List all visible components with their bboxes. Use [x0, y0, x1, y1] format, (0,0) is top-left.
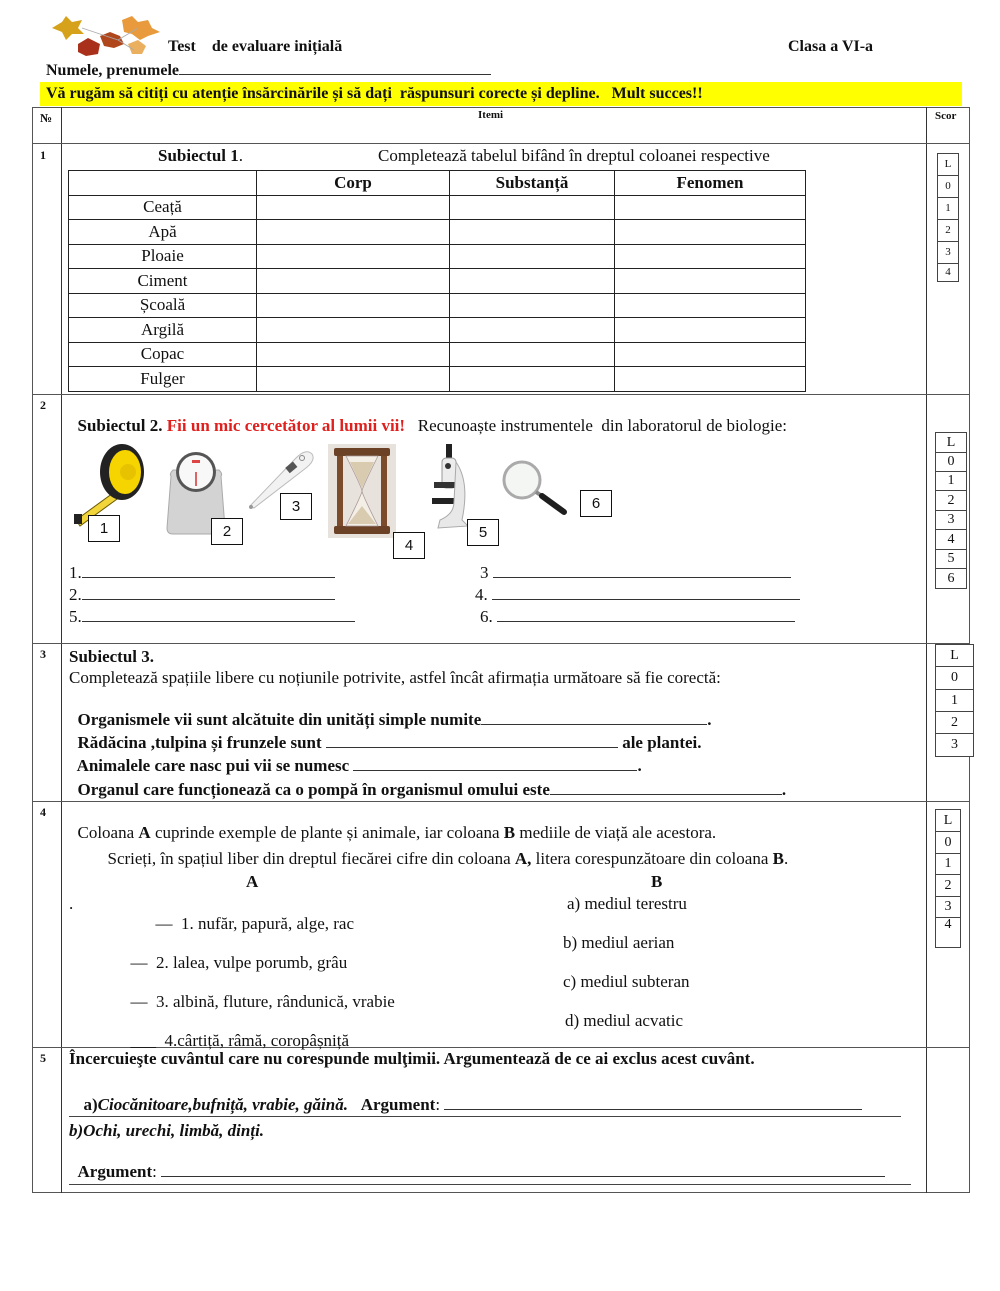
- score-option[interactable]: 1: [936, 690, 973, 712]
- test-title: Test de evaluare inițială: [168, 38, 343, 55]
- table-row: Școală: [69, 293, 806, 318]
- checkbox-cell[interactable]: [450, 318, 615, 343]
- fill-blank[interactable]: [550, 781, 782, 795]
- checkbox-cell[interactable]: [615, 195, 806, 220]
- header-score: Scor: [935, 110, 957, 122]
- score-box-3: [935, 644, 974, 757]
- word-set-a[interactable]: Ciocănitoare,bufniță, vrabie, găină.: [97, 1095, 348, 1114]
- checkbox-cell[interactable]: [450, 367, 615, 392]
- score-option[interactable]: 4: [936, 530, 966, 550]
- item-number: 2: [40, 398, 46, 412]
- class-label: Clasa a VI-a: [788, 38, 874, 55]
- subject5-instruction: Încercuieşte cuvântul care nu corespunde mulţimii. Argumentează de ce ai exclus acest cuvânt.: [69, 1049, 755, 1068]
- item-number: 5: [40, 1051, 46, 1065]
- table-row: Ceață: [69, 195, 806, 220]
- hourglass-icon: [328, 444, 396, 538]
- subject2-heading: Subiectul 2. Fii un mic cercetător al lumii vii! Recunoaște instrumentele din laboratorul de biologie:: [77, 416, 787, 435]
- answer-line-3[interactable]: 3: [480, 563, 791, 583]
- score-option[interactable]: 6: [947, 570, 955, 586]
- score-option[interactable]: 2: [938, 220, 958, 242]
- checkbox-cell[interactable]: [257, 318, 450, 343]
- checkbox-cell[interactable]: [450, 244, 615, 269]
- checkbox-cell[interactable]: [257, 220, 450, 245]
- sentence-1: Organismele vii sunt alcătuite din unități simple numite .: [77, 710, 712, 729]
- argument-b-line-2[interactable]: [69, 1184, 911, 1185]
- header-num: №: [40, 111, 53, 125]
- score-option[interactable]: L: [936, 810, 960, 832]
- col-divider-num: [61, 107, 62, 1193]
- column-a-title: A: [246, 872, 259, 891]
- subject3-title: Subiectul 3.: [69, 647, 155, 666]
- score-option[interactable]: 2: [936, 712, 973, 734]
- score-box-2: [935, 432, 967, 589]
- checkbox-cell[interactable]: [257, 293, 450, 318]
- row-divider: [32, 143, 970, 144]
- answer-line-4[interactable]: 4.: [475, 585, 800, 605]
- subject2-highlight: Fii un mic cercetător al lumii vii!: [166, 416, 406, 435]
- score-option[interactable]: 3: [938, 242, 958, 264]
- checkbox-cell[interactable]: [450, 195, 615, 220]
- subject5-a: a)Ciocănitoare,bufniță, vrabie, găină. Argument:: [75, 1075, 862, 1115]
- column-a-item-3: — 3. albină, fluture, rândunică, vrabie: [130, 992, 395, 1011]
- checkbox-cell[interactable]: [615, 318, 806, 343]
- score-option[interactable]: 0: [936, 453, 966, 472]
- image-label-2: 2: [211, 518, 243, 545]
- checkbox-cell[interactable]: [257, 342, 450, 367]
- subject5-b: [69, 1121, 264, 1141]
- subject4-line1: Coloana A cuprinde exemple de plante și animale, iar coloana B mediile de viață ale acestora.: [77, 823, 717, 842]
- table-row: Fulger: [69, 367, 806, 392]
- image-label-6: 6: [580, 490, 612, 517]
- answer-dash[interactable]: —: [155, 914, 173, 933]
- score-option[interactable]: 2: [936, 491, 966, 511]
- score-option[interactable]: 3: [951, 737, 958, 752]
- score-option[interactable]: 0: [938, 176, 958, 198]
- header-items: Itemi: [478, 109, 504, 121]
- sentence-3: Animalele care nasc pui vii se numesc .: [76, 756, 642, 775]
- checkbox-cell[interactable]: [615, 293, 806, 318]
- score-option[interactable]: 1: [938, 198, 958, 220]
- microscope-icon: [432, 442, 472, 532]
- argument-a-field[interactable]: [444, 1096, 862, 1110]
- checkbox-cell[interactable]: [257, 269, 450, 294]
- classification-table: [68, 170, 806, 392]
- column-a-item-2: — 2. lalea, vulpe porumb, grâu: [130, 953, 348, 972]
- autumn-leaves-icon: [48, 14, 168, 56]
- image-label-5: 5: [467, 519, 499, 546]
- score-option[interactable]: 3: [936, 511, 966, 530]
- row-divider: [32, 643, 970, 644]
- table-header-fenomen: Fenomen: [615, 171, 806, 196]
- score-option[interactable]: 0: [936, 667, 973, 690]
- table-row: Ploaie: [69, 244, 806, 269]
- table-header-substanta: Substanță: [450, 171, 615, 196]
- score-option[interactable]: 4: [944, 917, 952, 932]
- argument-a-line-2[interactable]: [69, 1116, 901, 1117]
- column-b-item: d) mediul acvatic: [565, 1011, 684, 1030]
- item-number: 1: [40, 148, 46, 162]
- answer-line-5[interactable]: 5.: [69, 607, 355, 627]
- checkbox-cell[interactable]: [615, 367, 806, 392]
- score-option[interactable]: 0: [936, 832, 960, 854]
- table-row: Apă: [69, 220, 806, 245]
- score-option[interactable]: L: [936, 645, 973, 667]
- checkbox-cell[interactable]: [615, 220, 806, 245]
- answer-line-1[interactable]: 1.: [69, 563, 335, 583]
- checkbox-cell[interactable]: [257, 195, 450, 220]
- answer-dash[interactable]: ___: [130, 1031, 156, 1050]
- score-option[interactable]: 1: [936, 854, 960, 875]
- checkbox-cell[interactable]: [257, 244, 450, 269]
- subject1-instruction: Completează tabelul bifând în dreptul coloanei respective: [378, 146, 770, 165]
- table-row: Ciment: [69, 269, 806, 294]
- column-b-title: B: [651, 872, 663, 891]
- table-header-corp: Corp: [257, 171, 450, 196]
- score-box-4: [935, 809, 961, 948]
- subject1-title: Subiectul 1.: [158, 146, 244, 165]
- item-number: 3: [40, 647, 46, 661]
- checkbox-cell[interactable]: [450, 293, 615, 318]
- sentence-4: Organul care funcționează ca o pompă în organismul omului este .: [77, 780, 787, 799]
- name-label: Numele, prenumele: [46, 62, 180, 79]
- magnifying-glass-icon: [500, 458, 580, 520]
- image-label-1: 1: [88, 515, 120, 542]
- subject4-line2: Scrieți, în spațiul liber din dreptul fiecărei cifre din coloana A, litera corespunzătoare din coloana B.: [107, 849, 789, 868]
- answer-line-6[interactable]: 6.: [480, 607, 795, 627]
- item-number: 4: [40, 805, 46, 819]
- col-divider-score: [926, 107, 927, 1193]
- column-a-item-4: ___ 4.cârtiță, râmă, coropâșniță: [130, 1031, 350, 1050]
- column-b-item: b) mediul aerian: [563, 933, 675, 952]
- image-label-4: 4: [393, 532, 425, 559]
- checkbox-cell[interactable]: [615, 342, 806, 367]
- checkbox-cell[interactable]: [450, 220, 615, 245]
- score-option[interactable]: 3: [936, 897, 960, 918]
- answer-dash[interactable]: —: [130, 992, 148, 1011]
- score-box-1: [937, 153, 959, 282]
- argument-b-field[interactable]: [161, 1163, 885, 1177]
- table-row: Argilă: [69, 318, 806, 343]
- score-option[interactable]: 1: [936, 472, 966, 491]
- score-option[interactable]: 2: [936, 875, 960, 897]
- column-b-item: a) mediul terestru: [567, 894, 687, 913]
- instructions-banner: Vă rugăm să citiți cu atenție însărcinările și să dați răspunsuri corecte și depline. Mult succes!!: [40, 82, 962, 106]
- subject3-instruction: Completează spațiile libere cu noțiunile potrivite, astfel încât afirmația următoare să fie corectă:: [69, 668, 721, 687]
- checkbox-cell[interactable]: [615, 244, 806, 269]
- image-label-3: 3: [280, 493, 312, 520]
- row-divider: [32, 801, 970, 802]
- table-header-empty: [69, 171, 257, 196]
- sentence-2: Rădăcina ,tulpina și frunzele sunt ale plantei.: [77, 733, 702, 752]
- subject1-title-text: Subiectul 1: [158, 146, 239, 165]
- score-option[interactable]: L: [938, 154, 958, 176]
- checkbox-cell[interactable]: [450, 342, 615, 367]
- word-set-b[interactable]: b)Ochi, urechi, limbă, dinți.: [69, 1121, 265, 1140]
- checkbox-cell[interactable]: [450, 269, 615, 294]
- column-a-item-1: .: [69, 894, 74, 913]
- checkbox-cell[interactable]: [257, 367, 450, 392]
- score-option[interactable]: 4: [945, 266, 951, 278]
- column-a-item-1-text: — 1. nufăr, papură, alge, rac: [155, 914, 355, 933]
- student-name-field[interactable]: [46, 61, 491, 80]
- row-divider: [32, 394, 970, 395]
- score-option[interactable]: L: [936, 433, 966, 453]
- column-b-item: c) mediul subteran: [563, 972, 690, 991]
- answer-line-2[interactable]: 2.: [69, 585, 335, 605]
- name-blank[interactable]: [179, 61, 491, 75]
- score-option[interactable]: 5: [936, 550, 966, 569]
- subject5-b-argument: Argument:: [69, 1142, 885, 1182]
- table-row: Copac: [69, 342, 806, 367]
- checkbox-cell[interactable]: [615, 269, 806, 294]
- answer-dash[interactable]: —: [130, 953, 148, 972]
